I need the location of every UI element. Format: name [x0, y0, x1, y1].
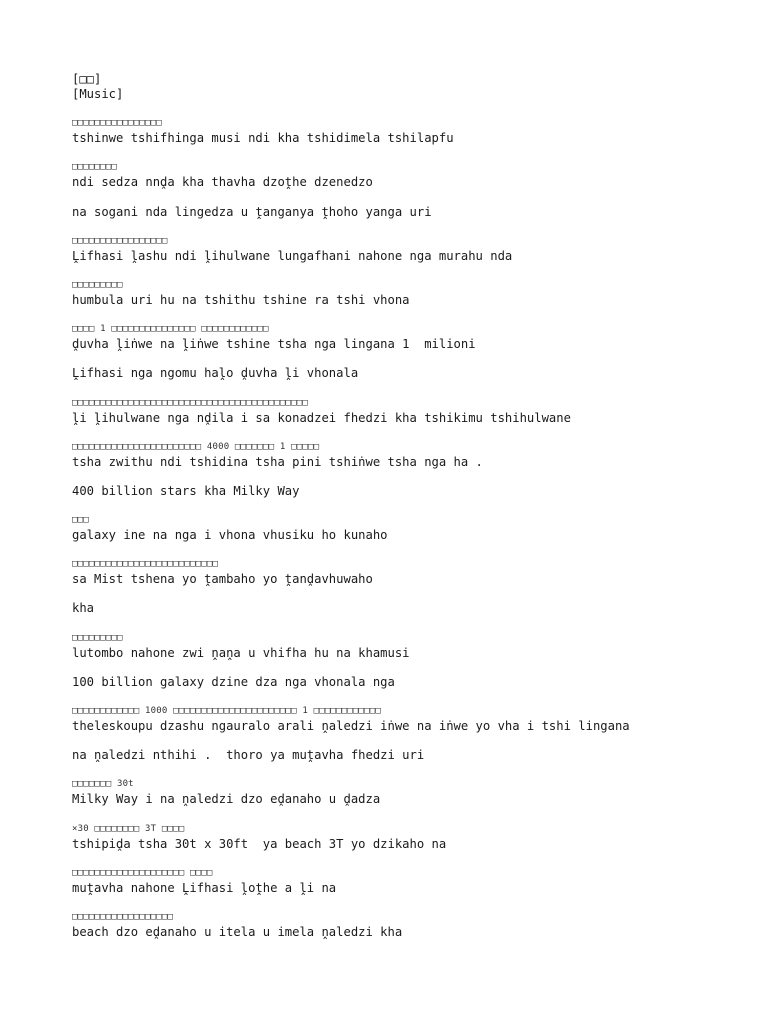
blank-line: [72, 220, 752, 234]
transcript-line: □□□□□□□□□□□□□□□□□□□□ □□□□: [72, 867, 213, 878]
transcript-line: ḽi ḽihulwane nga nḓila i sa konadzei fhedzi kha tshikimu tshihulwane: [72, 410, 571, 425]
transcript-line: lutombo nahone zwi ṋaṋa u vhifha hu na khamusi: [72, 645, 410, 660]
transcript-line: tsha zwithu ndi tshidina tsha pini tshiṅwe tsha nga ha .: [72, 454, 483, 469]
transcript-line: [Music]: [72, 87, 124, 101]
transcript-line: □□□□□□□□□□□□□□□□□□□□□□□□□□: [72, 559, 219, 570]
transcript-line: □□□□□□□□□□□□□□□□□□□□□□□ 4000 □□□□□□□ 1 □□□□□: [72, 441, 320, 452]
transcript-line: □□□: [72, 515, 89, 526]
blank-line: [72, 352, 752, 366]
blank-line: [72, 190, 752, 204]
transcript-line: theleskoupu dzashu ngauralo arali ṋaledzi iṅwe na iṅwe yo vha i tshi lingana: [72, 719, 630, 733]
transcript-line: □□□□□□□□□□□□ 1000 □□□□□□□□□□□□□□□□□□□□□□ 1 □□□□□□□□□□□□: [72, 706, 382, 716]
transcript-line: Ḽifhasi ḽashu ndi ḽihulwane lungafhani nahone nga murahu nda: [72, 248, 513, 263]
transcript-line: [□□]: [72, 72, 102, 86]
transcript-line: □□□□□□□□□□□□□□□□□: [72, 235, 168, 246]
transcript-document: [72, 72, 752, 940]
blank-line: [72, 102, 752, 116]
transcript-line: 100 billion galaxy dzine dza nga vhonala nga: [72, 674, 395, 689]
transcript-line: kha: [72, 601, 95, 616]
transcript-line: muṱavha nahone Ḽifhasi ḽoṱhe a ḽi na: [72, 880, 337, 895]
blank-line: [72, 308, 752, 322]
transcript-line: beach dzo eḓanaho u itela u imela ṋaledzi kha: [72, 924, 403, 939]
blank-line: [72, 470, 752, 484]
blank-line: [72, 616, 752, 630]
blank-line: [72, 499, 752, 513]
blank-line: [72, 264, 752, 278]
blank-line: [72, 852, 752, 866]
blank-line: [72, 381, 752, 395]
transcript-line: □□□□□□□□: [72, 162, 117, 173]
transcript-line: □□□□□□□□□: [72, 279, 123, 290]
transcript-line: □□□□□□□□□□□□□□□□□□: [72, 911, 174, 922]
blank-line: [72, 146, 752, 160]
transcript-line: □□□□□□□ 30t: [72, 779, 134, 790]
transcript-line: tshinwe tshifhinga musi ndi kha tshidimela tshilapfu: [72, 131, 454, 146]
transcript-line: Ḽifhasi nga ngomu haḽo ḓuvha ḽi vhonala: [72, 366, 359, 381]
transcript-line: □□□□□□□□□□□□□□□□□□□□□□□□□□□□□□□□□□□□□□□□□□: [72, 397, 308, 408]
transcript-line: na ṋaledzi nthihi . thoro ya muṱavha fhedzi uri: [72, 748, 425, 763]
transcript-line: ḓuvha ḽiṅwe na ḽiṅwe tshine tsha nga lingana 1 milioni: [72, 337, 476, 352]
blank-line: [72, 690, 752, 704]
transcript-line: □□□□□□□□□□□□□□□□: [72, 118, 162, 129]
transcript-line: ndi sedza nnḓa kha thavha dzoṱhe dzenedzo: [72, 175, 373, 190]
blank-line: [72, 587, 752, 601]
transcript-line: na sogani nda lingedza u ṱanganya ṱhoho yanga uri: [72, 204, 432, 219]
transcript-line: 400 billion stars kha Milky Way: [72, 483, 300, 498]
blank-line: [72, 543, 752, 557]
blank-line: [72, 763, 752, 777]
transcript-line: □□□□ 1 □□□□□□□□□□□□□□□ □□□□□□□□□□□□: [72, 324, 269, 335]
transcript-line: □□□□□□□□□: [72, 632, 123, 643]
blank-line: [72, 661, 752, 675]
blank-line: [72, 734, 752, 748]
blank-line: [72, 896, 752, 910]
transcript-line: Milky Way i na ṋaledzi dzo eḓanaho u ḓadza: [72, 792, 381, 807]
transcript-line: galaxy ine na nga i vhona vhusiku ho kunaho: [72, 528, 388, 543]
blank-line: [72, 426, 752, 440]
transcript-line: sa Mist tshena yo ṱambaho yo ṱanḓavhuwaho: [72, 572, 373, 587]
transcript-line: humbula uri hu na tshithu tshine ra tshi vhona: [72, 292, 410, 307]
blank-line: [72, 807, 752, 821]
transcript-line: ×30 □□□□□□□□ 3T □□□□: [72, 823, 185, 834]
transcript-line: tshipiḓa tsha 30t x 30ft ya beach 3T yo dzikaho na: [72, 836, 447, 851]
